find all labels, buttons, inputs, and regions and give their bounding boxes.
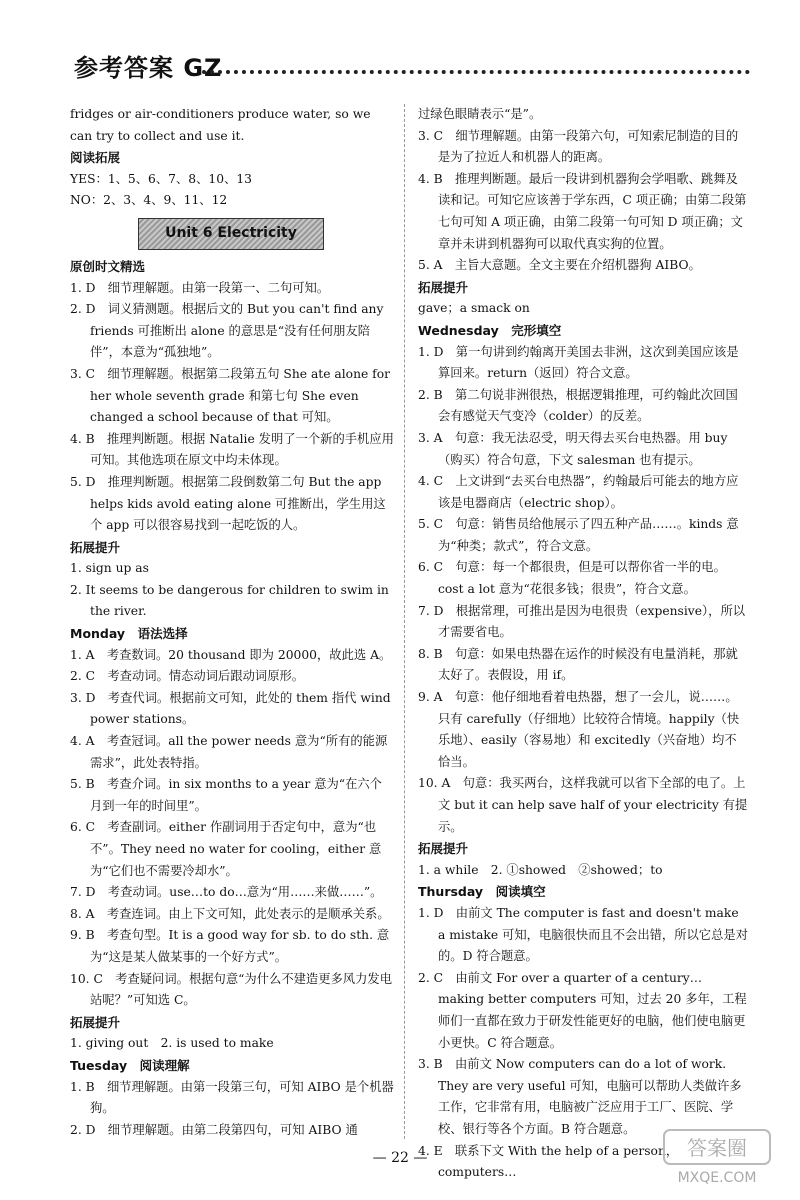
answer-item: 4. B 推理判断题。根据 Natalie 发明了一个新的手机应用可知。其他选项在原文中均未体现。 xyxy=(70,431,394,468)
right-column xyxy=(418,104,748,1184)
section-heading: 原创时文精选 xyxy=(70,258,146,274)
answer-item: 2. C 由前文 For over a quarter of a century…making better computers 可知，过去 20 多年，工程师们一直都在致力于研发性能更好的电脑，他们使电脑更小更快。C 符合题意。 xyxy=(418,970,747,1050)
answer-item: 2. D 细节理解题。由第二段第四句，可知 AIBO 通 xyxy=(70,1122,358,1137)
answer-item: 4. C 上文讲到“去买台电热器”，约翰最后可能去的地方应该是电器商店（electric shop）。 xyxy=(418,474,739,510)
answer-item: 9. B 考查句型。It is a good way for sb. to do sth. 意为“这是某人做某事的一个好方式”。 xyxy=(70,928,390,964)
answer-item: 2. It seems to be dangerous for children to swim in the river. xyxy=(70,582,389,619)
answer-item: 5. D 推理判断题。根据第二段倒数第二句 But the app helps kids avold eating alone 可推断出，学生用这个 app 可以很容易找到一起吃饭的人。 xyxy=(70,474,386,533)
answer-item: 1. a while 2. ①showed ②showed；to xyxy=(418,862,663,877)
page-number: — 22 — xyxy=(372,1150,428,1166)
answer-item: 1. giving out 2. is used to make xyxy=(70,1036,274,1051)
unit-banner-label: Unit 6 Electricity xyxy=(165,225,297,242)
section-heading: Wednesday 完形填空 xyxy=(418,322,562,338)
section-heading: 拓展提升 xyxy=(418,841,469,857)
answer-item: 1. D 第一句讲到约翰离开美国去非洲，这次到美国应该是算回来。return（返回）符合文意。 xyxy=(418,344,739,381)
text-line: NO：2、3、4、9、11、12 xyxy=(70,193,228,208)
answer-item: 1. A 考查数词。20 thousand 即为 20000，故此选 A。 xyxy=(70,647,392,662)
answer-item: 4. B 推理判断题。最后一段讲到机器狗会学唱歌、跳舞及读和记。可知它应该善于学东西，C 项正确；由第二段第七句可知 A 项正确，由第二段第一句可知 D 项正确；文章并未讲到机器狗可以取代真实狗的位置。 xyxy=(418,171,747,251)
answer-item: 7. D 根据常理，可推出是因为电很贵（expensive），所以才需要省电。 xyxy=(418,603,746,640)
page-header xyxy=(74,48,750,84)
text-line: YES：1、5、6、7、8、10、13 xyxy=(70,171,253,186)
answer-item: 2. B 第二句说非洲很热，根据逻辑推理，可约翰此次回国会有感觉天气变冷（colder）的反差。 xyxy=(418,387,738,424)
watermark-logo xyxy=(662,1128,772,1188)
answer-item: 6. C 句意：每一个都很贵，但是可以帮你省一半的电。cost a lot 意为“花很多钱；很贵”，符合文意。 xyxy=(418,560,726,597)
answer-item: 4. E 联系下文 With the help of a person，computers… xyxy=(418,1143,679,1180)
answer-item: 3. C 细节理解题。根据第二段第五句 She ate alone for her whole seventh grade 和第七句 She even changed a school because of that 可知。 xyxy=(70,366,391,425)
text-line: 过绿色眼睛表示“是”。 xyxy=(418,107,542,121)
answer-item: 1. sign up as xyxy=(70,561,149,576)
page-title: 参考答案 GZ xyxy=(74,54,223,82)
answer-item: 5. B 考查介词。in six months to a year 意为“在六个月到一年的时间里”。 xyxy=(70,777,382,813)
section-heading: Thursday 阅读填空 xyxy=(418,884,546,900)
unit-banner xyxy=(138,218,324,250)
answer-item: 9. A 句意：他仔细地看着电热器，想了一会儿，说……。只有 carefully（仔细地）比较符合情境。happily（快乐地）、easily（容易地）和 excitedly（兴奋地）均不恰当。 xyxy=(418,690,740,769)
text-line: fridges or air-conditioners produce water, so we can try to collect and use it. xyxy=(70,107,371,143)
watermark-text-1: 答案圈 xyxy=(687,1136,747,1160)
answer-item: 3. C 细节理解题。由第一段第六句，可知索尼制造的目的是为了拉近人和机器人的距离。 xyxy=(418,128,739,165)
answer-item: 10. C 考查疑问词。根据句意“为什么不建造更多风力发电站呢？”可知选 C。 xyxy=(70,971,392,1008)
answer-item: 10. A 句意：我买两台，这样我就可以省下全部的电了。上文 but it can help save half of your electricity 有提示。 xyxy=(418,776,748,834)
column-divider xyxy=(404,104,405,1139)
watermark-text-2: MXQE.COM xyxy=(677,1170,757,1186)
answer-item: 2. C 考查动词。情态动词后跟动词原形。 xyxy=(70,669,305,684)
answer-item: 6. C 考查副词。either 作副词用于否定句中，意为“也不”。They need no water for cooling，either 意为“它们也不需要冷却水”。 xyxy=(70,820,382,878)
answer-item: 1. D 由前文 The computer is fast and doesn't make a mistake 可知，电脑很快而且不会出错，所以它总是对的。D 符合题意。 xyxy=(418,905,748,964)
answer-item: 3. B 由前文 Now computers can do a lot of work. They are very useful 可知，电脑可以帮助人类做许多工作，它非常有用，电脑被广泛应用于工厂、医院、学校、银行等各个方面。B 符合题意。 xyxy=(418,1057,742,1136)
answer-item: 3. A 句意：我无法忍受，明天得去买台电热器。用 buy（购买）符合句意，下文 salesman 也有提示。 xyxy=(418,430,728,467)
text-line: gave；a smack on xyxy=(418,301,530,316)
section-heading: Tuesday 阅读理解 xyxy=(70,1057,190,1073)
answer-item: 7. D 考查动词。use…to do…意为“用……来做……”。 xyxy=(70,885,383,900)
left-column xyxy=(70,104,394,1141)
section-heading: 拓展提升 xyxy=(70,1014,121,1030)
header-dash-rule xyxy=(202,70,750,74)
answer-item: 5. C 句意：销售员给他展示了四五种产品……。kinds 意为“种类；款式”，符合文意。 xyxy=(418,517,739,553)
answer-item: 8. A 考查连词。由上下文可知，此处表示的是顺承关系。 xyxy=(70,906,390,921)
answer-item: 8. B 句意：如果电热器在运作的时候没有电量消耗，那就太好了。表假设，用 if。 xyxy=(418,646,738,683)
section-heading: 拓展提升 xyxy=(418,279,469,295)
answer-item: 2. D 词义猜测题。根据后文的 But you can't find any friends 可推断出 alone 的意思是“没有任何朋友陪伴”，本意为“孤独地”。 xyxy=(70,302,384,360)
section-heading: 阅读拓展 xyxy=(70,150,121,166)
answer-item: 4. A 考查冠词。all the power needs 意为“所有的能源需求”，此处表特指。 xyxy=(70,734,388,770)
answer-item: 5. A 主旨大意题。全文主要在介绍机器狗 AIBO。 xyxy=(418,258,701,273)
answer-item: 1. B 细节理解题。由第一段第三句，可知 AIBO 是个机器狗。 xyxy=(70,1079,394,1116)
answer-item: 3. D 考查代词。根据前文可知，此处的 them 指代 wind power stations。 xyxy=(70,690,391,727)
section-heading: Monday 语法选择 xyxy=(70,626,188,642)
answer-item: 1. D 细节理解题。由第一段第一、二句可知。 xyxy=(70,280,330,295)
section-heading: 拓展提升 xyxy=(70,539,121,555)
